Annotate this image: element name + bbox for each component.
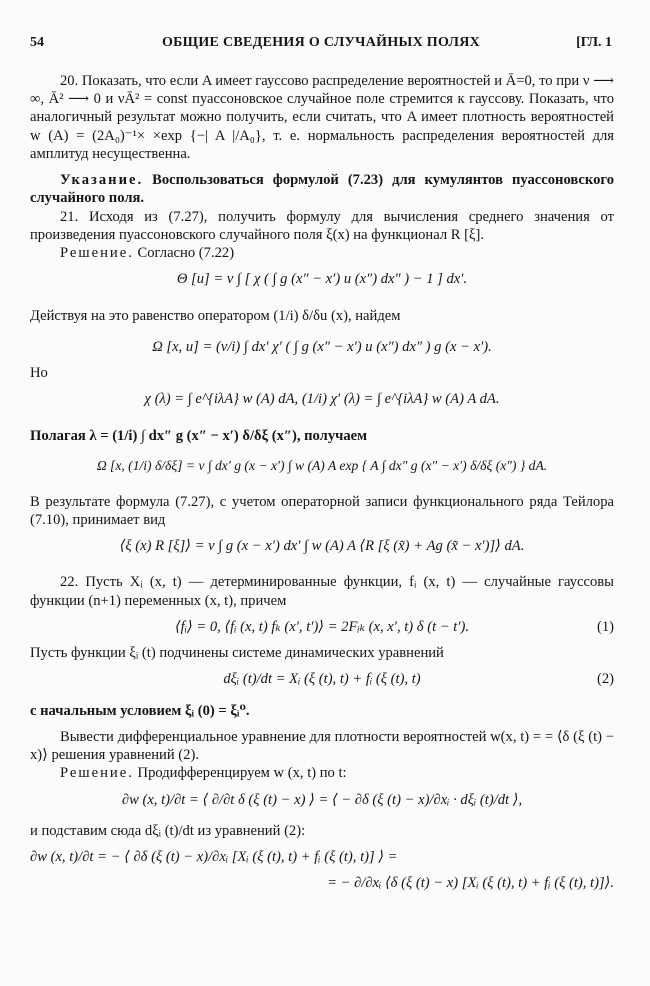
equation-1-body: ⟨fᵢ⟩ = 0, ⟨fᵢ (x, t) fₖ (x′, t′)⟩ = 2Fᵢₖ (x, x′, t) δ (t − t′). — [174, 618, 470, 635]
but-word: Но — [30, 365, 48, 382]
running-header — [30, 34, 612, 54]
page-body — [30, 72, 614, 892]
problem-22: 22. Пусть Xᵢ (x, t) — детерминированные функции, fᵢ (x, t) — случайные гауссовы функции (n+1) переменных (x, t), причем — [30, 574, 614, 609]
page-number: 54 — [30, 35, 44, 50]
substitution-sentence: Полагая λ = (1/i) ∫ dx″ g (x″ − x′) δ/δξ (x″), получаем — [30, 427, 368, 444]
equation-final-2: = − ∂/∂xᵢ ⟨δ (ξ (t) − x) [Xᵢ (ξ (t), t) + fᵢ (ξ (t), t)]⟩. — [327, 875, 614, 892]
solution-label: Решение. — [60, 245, 134, 262]
hint — [30, 171, 614, 207]
equation-theta: Θ [u] = ν ∫ [ χ ( ∫ g (x″ − x′) u (x″) dx″ ) − 1 ] dx′. — [176, 271, 468, 288]
equation-chi: χ (λ) = ∫ e^{iλA} w (A) dA, (1/i) χ′ (λ) = ∫ e^{iλA} w (A) A dA. — [144, 391, 500, 408]
system-sentence: Пусть функции ξᵢ (t) подчинены системе динамических уравнений — [30, 645, 444, 662]
operator-sentence: Действуя на это равенство оператором (1/i) δ/δu (x), найдем — [30, 307, 401, 324]
solution-21-intro — [30, 244, 614, 262]
equation-omega: Ω [x, u] = (ν/i) ∫ dx′ χ′ ( ∫ g (x″ − x′) u (x″) dx″ ) g (x − x′). — [152, 338, 492, 355]
solution-text: Согласно (7.22) — [133, 245, 235, 262]
hint-text: Воспользоваться формулой (7.23) для кумулянтов пуассоновского случайного поля. — [30, 172, 614, 207]
chapter-label: [ГЛ. 1 — [576, 35, 612, 50]
initial-condition: с начальным условием ξᵢ (0) = ξᵢ⁰. — [30, 702, 250, 719]
solution-text-2: Продифференцируем w (x, t) по t: — [133, 765, 347, 782]
hint-label: Указание. — [60, 172, 144, 189]
equation-1-number: (1) — [596, 618, 614, 635]
solution-22-intro — [30, 764, 614, 782]
equation-2-body: dξᵢ (t)/dt = Xᵢ (ξ (t), t) + fᵢ (ξ (t), t) — [223, 671, 421, 688]
equation-2-number: (2) — [596, 671, 614, 688]
equation-dw: ∂w (x, t)/∂t = ⟨ ∂/∂t δ (ξ (t) − x) ⟩ = ⟨ − ∂δ (ξ (t) − x)/∂xᵢ · dξᵢ (t)/dt ⟩, — [121, 791, 523, 808]
equation-2 — [30, 670, 614, 688]
subst-sentence: и подставим сюда dξᵢ (t)/dt из уравнений (2): — [30, 822, 306, 839]
problem-21: 21. Исходя из (7.27), получить формулу для вычисления среднего значения от произведения пуассоновского случайного поля ξ(x) на функционал R [ξ]. — [30, 208, 614, 243]
equation-omega-operator: Ω [x, (1/i) δ/δξ] = ν ∫ dx′ g (x − x′) ∫ w (A) A exp { A ∫ dx″ g (x″ − x′) δ/δξ (x″) } dA. — [96, 457, 548, 473]
equation-1 — [30, 618, 614, 636]
derive-task: Вывести дифференциальное уравнение для плотности вероятностей w(x, t) = = ⟨δ (ξ (t) − x)⟩ решения уравнений (2). — [30, 728, 614, 764]
equation-final-1: ∂w (x, t)/∂t = − ⟨ ∂δ (ξ (t) − x)/∂xᵢ [Xᵢ (ξ (t), t) + fᵢ (ξ (t), t)] ⟩ = — [30, 849, 398, 866]
equation-result: ⟨ξ (x) R [ξ]⟩ = ν ∫ g (x − x′) dx′ ∫ w (A) A ⟨R [ξ (x̃) + Ag (x̃ − x′)]⟩ dA. — [119, 538, 525, 555]
running-title: ОБЩИЕ СВЕДЕНИЯ О СЛУЧАЙНЫХ ПОЛЯХ — [161, 35, 481, 50]
solution-label-2: Решение. — [60, 765, 134, 782]
problem-20: 20. Показать, что если A имеет гауссово распределение вероятностей и Ā=0, то при ν ⟶ ∞, Ā² ⟶ 0 и νĀ² = const пуассоновское случайное поле стремится к гауссову. Показать, что аналогичный результат можно получить, если считать, что A имеет плотность вероятностей w (A) = (2A₀)⁻¹× ×exp {−| A |/A₀}, т. е. нормальность распределения вероятностей для амплитуд несущественна. — [30, 73, 614, 162]
result-sentence: В результате формула (7.27), с учетом операторной записи функционального ряда Тейлора (7.10), принимает вид — [30, 493, 614, 528]
